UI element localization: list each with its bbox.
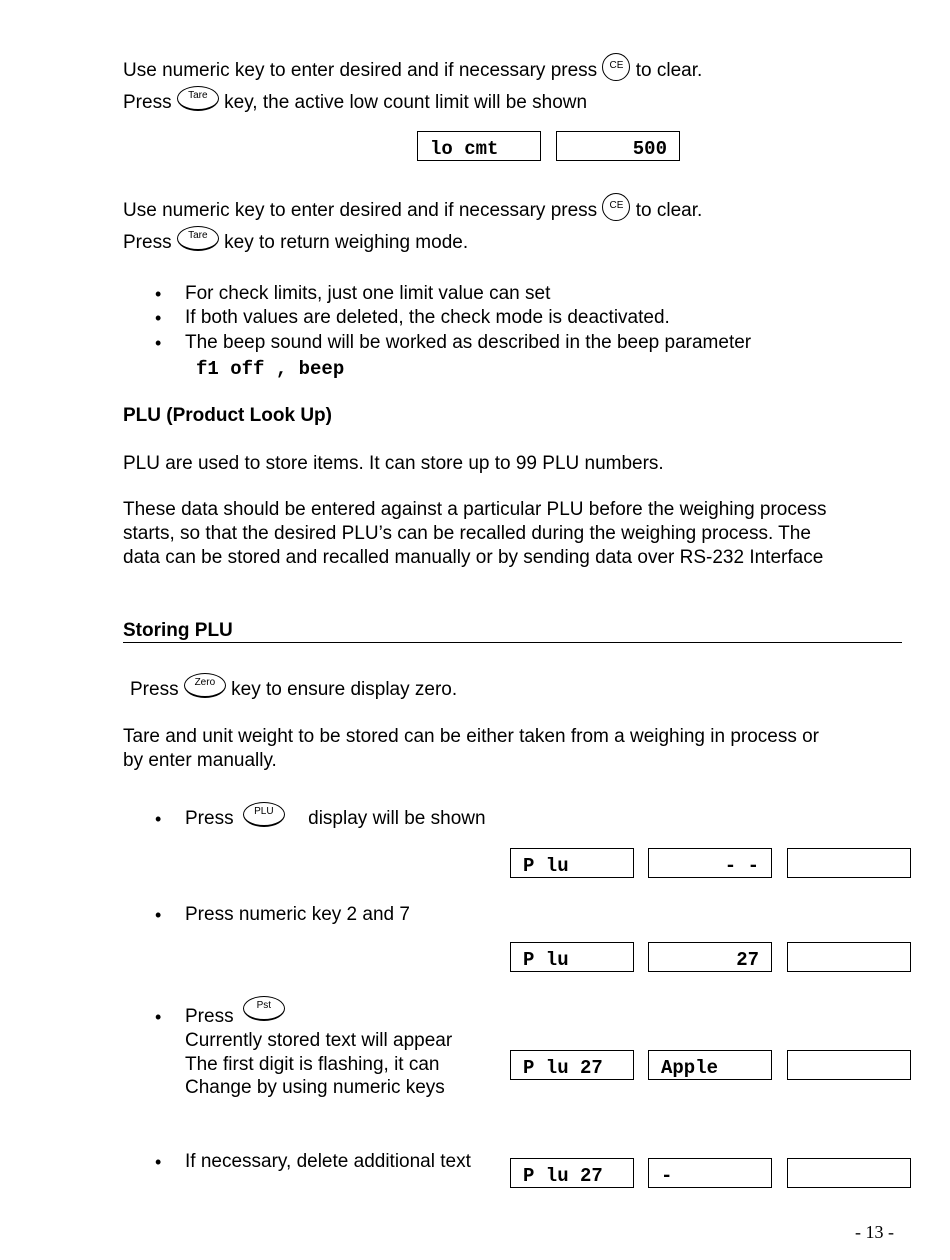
- lcd-display-lo-value: 500: [556, 131, 680, 161]
- lcd-display-label: P lu 27: [510, 1158, 634, 1188]
- instruction-text: key to ensure display zero.: [231, 679, 458, 700]
- instruction-text: key to return weighing mode.: [224, 232, 469, 253]
- bullet-icon: •: [155, 333, 162, 353]
- instruction-text: to clear.: [635, 200, 703, 221]
- bullet-icon: •: [155, 308, 162, 328]
- instruction-text: Press: [185, 808, 234, 829]
- instruction-text: Use numeric key to enter desired and if necessary press: [123, 200, 598, 221]
- lcd-display-unit: [787, 942, 911, 972]
- step-text-line: Change by using numeric keys: [185, 1077, 445, 1098]
- bullet-icon: •: [155, 284, 162, 304]
- section-heading: Storing PLU: [123, 620, 233, 641]
- bullet-icon: •: [155, 809, 162, 829]
- instruction-text: Press: [185, 1006, 234, 1027]
- lcd-display-lo-label: lo cmt: [417, 131, 541, 161]
- paragraph-line: data can be stored and recalled manually or by sending data over RS-232 Interface: [123, 547, 824, 568]
- instruction-text: key, the active low count limit will be shown: [224, 92, 588, 113]
- paragraph: PLU are used to store items. It can store up to 99 PLU numbers.: [123, 453, 664, 474]
- step-text: Press numeric key 2 and 7: [185, 904, 410, 925]
- instruction-text: to clear.: [635, 60, 703, 81]
- pst-key-icon: Pst: [243, 996, 285, 1021]
- plu-key-icon: PLU: [243, 802, 285, 827]
- zero-key-icon: Zero: [184, 673, 226, 698]
- lcd-display-value: - -: [648, 848, 772, 878]
- tare-key-icon: Tare: [177, 86, 219, 111]
- instruction-text: Press: [130, 679, 179, 700]
- instruction-line: [130, 679, 457, 701]
- lcd-display-unit: [787, 1158, 911, 1188]
- paragraph-line: starts, so that the desired PLU’s can be recalled during the weighing process. The: [123, 523, 811, 544]
- lcd-display-unit: [787, 848, 911, 878]
- bullet-icon: •: [155, 905, 162, 925]
- instruction-text: Press: [123, 232, 172, 253]
- page-number: - 13 -: [855, 1222, 894, 1242]
- step-text-line: Currently stored text will appear: [185, 1030, 453, 1051]
- paragraph-line: Tare and unit weight to be stored can be either taken from a weighing in process or: [123, 726, 820, 747]
- step-text-line: The first digit is flashing, it can: [185, 1054, 440, 1075]
- bullet-text: If both values are deleted, the check mode is deactivated.: [185, 307, 670, 328]
- tare-key-icon: Tare: [177, 226, 219, 251]
- heading-underline: [123, 642, 902, 643]
- lcd-display-value: -: [648, 1158, 772, 1188]
- instruction-line: [123, 60, 702, 82]
- lcd-display-value: 27: [648, 942, 772, 972]
- lcd-display-label: P lu 27: [510, 1050, 634, 1080]
- lcd-display-value: Apple: [648, 1050, 772, 1080]
- ce-key-icon: CE: [602, 193, 630, 221]
- instruction-line: [123, 92, 587, 114]
- bullet-icon: •: [155, 1007, 162, 1027]
- instruction-line: [123, 232, 468, 254]
- instruction-text: display will be shown: [308, 808, 486, 829]
- lcd-display-unit: [787, 1050, 911, 1080]
- paragraph-line: by enter manually.: [123, 750, 277, 771]
- bullet-text: For check limits, just one limit value can set: [185, 283, 551, 304]
- beep-parameter: f1 off , beep: [196, 358, 345, 380]
- section-heading: PLU (Product Look Up): [123, 405, 332, 426]
- step-text: If necessary, delete additional text: [185, 1151, 471, 1172]
- paragraph-line: These data should be entered against a particular PLU before the weighing process: [123, 499, 827, 520]
- step-text: [185, 1000, 285, 1028]
- step-text: [185, 808, 486, 830]
- bullet-icon: •: [155, 1152, 162, 1172]
- bullet-text: The beep sound will be worked as described in the beep parameter: [185, 332, 752, 353]
- lcd-display-label: P lu: [510, 942, 634, 972]
- ce-key-icon: CE: [602, 53, 630, 81]
- instruction-text: Use numeric key to enter desired and if necessary press: [123, 60, 598, 81]
- instruction-line: [123, 200, 702, 222]
- lcd-display-label: P lu: [510, 848, 634, 878]
- instruction-text: Press: [123, 92, 172, 113]
